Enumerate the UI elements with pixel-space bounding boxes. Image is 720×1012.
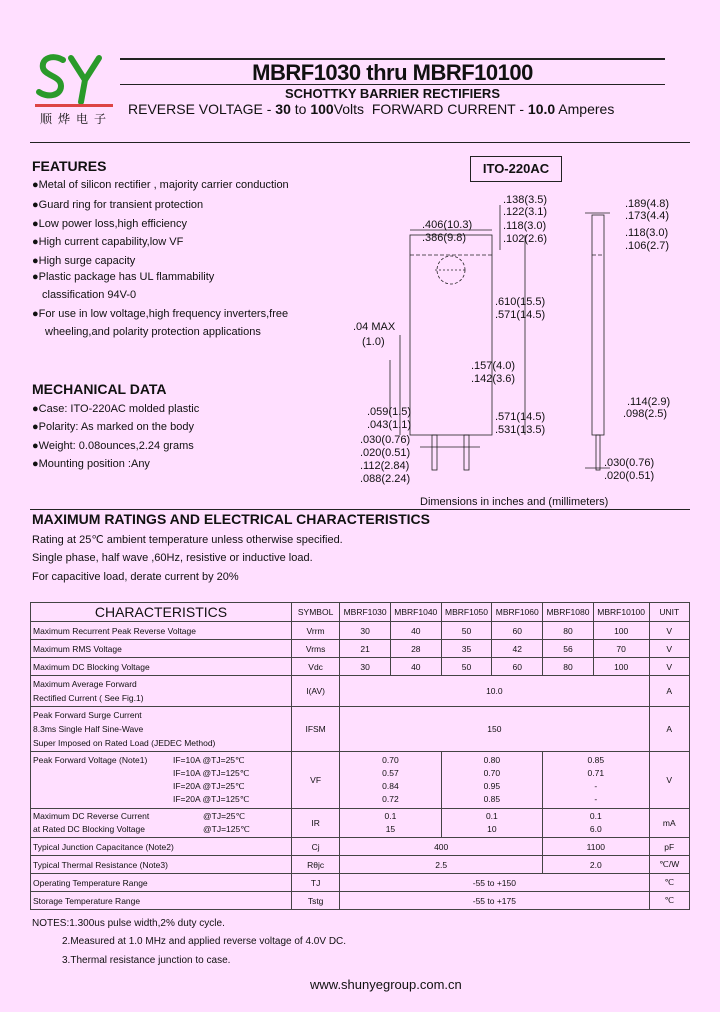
cell-value: 60	[492, 622, 543, 640]
dim-label: .030(0.76)	[360, 434, 411, 446]
row-symbol: VF	[292, 752, 340, 809]
cell-value: 40	[390, 622, 441, 640]
table-row	[31, 856, 690, 874]
vf-group	[543, 752, 649, 809]
dim-label: .112(2.84)	[360, 460, 410, 472]
dim-label: .020(0.51)	[360, 447, 411, 459]
row-unit: V	[649, 658, 690, 676]
cell-value: 0.57	[382, 768, 399, 778]
cell-value: 0.1	[384, 811, 397, 821]
dim-label: .531(13.5)	[495, 424, 546, 436]
feature-item: classification 94V-0	[42, 289, 137, 301]
cell-value: -55 to +150	[340, 874, 649, 892]
voltage-current-rating	[128, 101, 614, 117]
row-symbol: Vrms	[292, 640, 340, 658]
ir-conditions	[203, 810, 291, 836]
dim-label: .088(2.24)	[360, 473, 411, 485]
dim-label: .122(3.1)	[503, 206, 548, 218]
cell-value: 1100	[543, 838, 649, 856]
dim-label: (1.0)	[362, 336, 385, 348]
row-symbol: I(AV)	[292, 676, 340, 707]
row-symbol: TJ	[292, 874, 340, 892]
dim-label: .102(2.6)	[503, 233, 548, 245]
dimensions-caption: Dimensions in inches and (millimeters)	[420, 496, 609, 508]
cell-value: 0.71	[587, 768, 605, 778]
dim-label: .020(0.51)	[604, 470, 655, 482]
cell-value: 0.85	[483, 794, 501, 804]
row-label-line: 8.3ms Single Half Sine-Wave	[33, 724, 144, 734]
table-row	[31, 622, 690, 640]
row-label-line: Peak Forward Surge Current	[33, 710, 142, 720]
feature-item: ●High current capability,low VF	[32, 236, 184, 248]
cell-value: 70	[593, 640, 649, 658]
table-row	[31, 676, 690, 707]
package-body-outline	[410, 235, 492, 435]
logo-letters: SY	[74, 80, 76, 81]
lead-left	[432, 435, 437, 470]
row-unit: A	[649, 676, 690, 707]
ir-labels	[31, 810, 203, 836]
dim-label: .118(3.0)	[503, 220, 547, 232]
cell-value: 56	[543, 640, 594, 658]
cell-value: 0.70	[382, 755, 399, 765]
row-label: Storage Temperature Range	[31, 892, 292, 910]
header-separator	[30, 142, 690, 143]
cell-value: 2.0	[543, 856, 649, 874]
cell-value: 0.72	[382, 794, 399, 804]
table-row	[31, 838, 690, 856]
row-label: Maximum DC Blocking Voltage	[31, 658, 292, 676]
table-row	[31, 809, 690, 838]
forward-current-label: FORWARD CURRENT -	[371, 101, 525, 117]
row-label: Maximum RMS Voltage	[31, 640, 292, 658]
row-label: Typical Thermal Resistance (Note3)	[31, 856, 292, 874]
vf-condition: IF=20A @TJ=125℃	[173, 794, 250, 804]
rv-unit: Volts	[333, 101, 365, 117]
table-row	[31, 874, 690, 892]
cell-value: 400	[340, 838, 543, 856]
ir-condition: @TJ=125℃	[203, 824, 250, 834]
cell-value: 15	[385, 824, 396, 834]
dim-label: .138(3.5)	[503, 194, 548, 206]
rv-low: 30	[275, 101, 291, 117]
row-unit: V	[649, 752, 690, 809]
row-label-line: Super Imposed on Rated Load (JEDEC Method)	[33, 738, 216, 748]
row-symbol: Vrrm	[292, 622, 340, 640]
cell-value: 80	[543, 658, 594, 676]
row-label-line: Maximum Average Forward	[33, 679, 137, 689]
feature-item: ●For use in low voltage,high frequency inverters,free	[32, 308, 289, 320]
table-header-row	[31, 603, 690, 622]
shunye-logo	[35, 50, 113, 108]
feature-item: ●High surge capacity	[32, 255, 136, 267]
vf-condition: IF=10A @TJ=25℃	[173, 755, 245, 765]
table-row	[31, 658, 690, 676]
ir-group	[441, 809, 542, 838]
header-part: MBRF1080	[543, 603, 594, 622]
mechanical-heading: MECHANICAL DATA	[32, 381, 167, 397]
section-separator	[30, 509, 690, 510]
cell-value: 0.84	[382, 781, 399, 791]
table-row	[31, 640, 690, 658]
row-label: Typical Junction Capacitance (Note2)	[31, 838, 292, 856]
rv-high: 100	[310, 101, 334, 117]
dim-label: .106(2.7)	[625, 240, 670, 252]
dim-label: .173(4.4)	[625, 210, 670, 222]
title-bottom-rule	[120, 84, 665, 85]
vf-condition: IF=10A @TJ=125℃	[173, 768, 250, 778]
table-row	[31, 752, 690, 809]
row-unit: V	[649, 622, 690, 640]
row-symbol: IR	[292, 809, 340, 838]
row-symbol: Cj	[292, 838, 340, 856]
feature-item: ●Plastic package has UL flammability	[32, 271, 215, 283]
dim-label: .114(2.9)	[627, 396, 671, 408]
header-part: MBRF1050	[441, 603, 492, 622]
note-line: 2.Measured at 1.0 MHz and applied reverse voltage of 4.0V DC.	[62, 936, 347, 947]
cell-value: 6.0	[589, 824, 602, 834]
dim-label: .189(4.8)	[625, 198, 670, 210]
note-line: 3.Thermal resistance junction to case.	[62, 955, 231, 966]
row-symbol: IFSM	[292, 707, 340, 752]
vf-conditions	[173, 754, 291, 806]
header-unit: UNIT	[649, 603, 690, 622]
cell-value: 0.1	[485, 811, 498, 821]
header-part: MBRF1040	[390, 603, 441, 622]
row-symbol: Tstg	[292, 892, 340, 910]
header-part: MBRF10100	[593, 603, 649, 622]
row-unit: A	[649, 707, 690, 752]
note-line: NOTES:1.300us pulse width,2% duty cycle.	[32, 918, 225, 929]
cell-value: 150	[340, 707, 649, 752]
dim-label: .04 MAX	[353, 321, 396, 333]
cell-value: 42	[492, 640, 543, 658]
ratings-heading: MAXIMUM RATINGS AND ELECTRICAL CHARACTERISTICS	[32, 511, 430, 527]
row-unit: ℃	[649, 892, 690, 910]
row-label-line: Rectified Current ( See Fig.1)	[33, 693, 144, 703]
dim-label: .142(3.6)	[471, 373, 516, 385]
cell-value: 21	[340, 640, 391, 658]
row-unit: V	[649, 640, 690, 658]
dim-label: .030(0.76)	[604, 457, 655, 469]
ir-label: Maximum DC Reverse Current	[33, 811, 150, 821]
cell-value: 0.85	[587, 755, 605, 765]
dim-label: .157(4.0)	[471, 360, 516, 372]
cell-value: 0.80	[483, 755, 501, 765]
document-title: MBRF1030 thru MBRF10100	[252, 60, 533, 85]
dim-label: .571(14.5)	[495, 411, 546, 423]
reverse-voltage-label: REVERSE VOLTAGE -	[128, 101, 272, 117]
row-label	[31, 752, 292, 809]
row-label	[31, 809, 292, 838]
rv-to: to	[294, 101, 307, 117]
rating-condition: For capacitive load, derate current by 20%	[32, 571, 239, 583]
vf-group	[340, 752, 441, 809]
fc-unit: Amperes	[558, 101, 615, 117]
cell-value: 60	[492, 658, 543, 676]
dim-label: .059(1.5)	[367, 406, 412, 418]
cell-value: 2.5	[340, 856, 543, 874]
row-label: Maximum Recurrent Peak Reverse Voltage	[31, 622, 292, 640]
logo-chinese-text: 顺烨电子	[40, 112, 113, 126]
row-unit: mA	[649, 809, 690, 838]
table-row	[31, 707, 690, 752]
row-symbol: Rθjc	[292, 856, 340, 874]
ir-group	[543, 809, 649, 838]
dim-label: .406(10.3)	[422, 219, 473, 231]
row-unit: pF	[649, 838, 690, 856]
package-name: ITO-220AC	[470, 156, 562, 182]
cell-value: 100	[593, 622, 649, 640]
lead-right	[464, 435, 469, 470]
dim-label: .118(3.0)	[625, 227, 669, 239]
cell-value: 30	[340, 658, 391, 676]
fc-value: 10.0	[527, 101, 556, 117]
cell-value: 50	[441, 658, 492, 676]
row-label: Operating Temperature Range	[31, 874, 292, 892]
header-part: MBRF1030	[340, 603, 391, 622]
cell-value: 30	[340, 622, 391, 640]
row-symbol: Vdc	[292, 658, 340, 676]
package-side-outline	[592, 215, 604, 435]
footer-website[interactable]: www.shunyegroup.com.cn	[310, 977, 462, 992]
rating-condition: Single phase, half wave ,60Hz, resistive or inductive load.	[32, 552, 313, 564]
cell-value: 10.0	[340, 676, 649, 707]
mechanical-item: ●Polarity: As marked on the body	[32, 421, 194, 433]
vf-group	[441, 752, 542, 809]
vf-label: Peak Forward Voltage (Note1)	[33, 755, 148, 765]
feature-item: wheeling,and polarity protection applications	[45, 326, 261, 338]
cell-value: 35	[441, 640, 492, 658]
header-part: MBRF1060	[492, 603, 543, 622]
cell-value: 28	[390, 640, 441, 658]
dim-label: .043(1.1)	[367, 419, 412, 431]
vf-condition: IF=20A @TJ=25℃	[173, 781, 245, 791]
features-heading: FEATURES	[32, 158, 107, 174]
cell-value: 0.70	[483, 768, 501, 778]
row-unit: ℃	[649, 874, 690, 892]
feature-item: ●Low power loss,high efficiency	[32, 218, 188, 230]
ir-label: at Rated DC Blocking Voltage	[33, 824, 145, 834]
header-characteristics: CHARACTERISTICS	[31, 603, 292, 622]
mechanical-item: ●Weight: 0.08ounces,2.24 grams	[32, 440, 194, 452]
mechanical-item: ●Mounting position :Any	[32, 458, 150, 470]
cell-value: 0.95	[483, 781, 501, 791]
row-label	[31, 676, 292, 707]
characteristics-table	[30, 602, 690, 910]
cell-value: -	[594, 781, 598, 791]
dim-label: .098(2.5)	[623, 408, 668, 420]
ir-group	[340, 809, 441, 838]
dim-label: .610(15.5)	[495, 296, 546, 308]
dim-label: .386(9.8)	[422, 232, 467, 244]
cell-value: 80	[543, 622, 594, 640]
cell-value: 10	[487, 824, 497, 834]
cell-value: 50	[441, 622, 492, 640]
feature-item: ●Guard ring for transient protection	[32, 199, 204, 211]
rating-condition: Rating at 25℃ ambient temperature unless otherwise specified.	[32, 534, 343, 546]
header-symbol: SYMBOL	[292, 603, 340, 622]
feature-item: ●Metal of silicon rectifier , majority carrier conduction	[32, 179, 289, 191]
dim-label: .571(14.5)	[495, 309, 546, 321]
lead-side	[596, 435, 600, 470]
cell-value: -	[594, 794, 598, 804]
row-unit: ℃/W	[649, 856, 690, 874]
cell-value: -55 to +175	[340, 892, 649, 910]
cell-value: 100	[593, 658, 649, 676]
ir-condition: @TJ=25℃	[203, 811, 246, 821]
cell-value: 0.1	[589, 811, 602, 821]
row-label	[31, 707, 292, 752]
mechanical-item: ●Case: ITO-220AC molded plastic	[32, 403, 200, 415]
table-row	[31, 892, 690, 910]
cell-value: 40	[390, 658, 441, 676]
document-subtitle: SCHOTTKY BARRIER RECTIFIERS	[285, 86, 500, 101]
